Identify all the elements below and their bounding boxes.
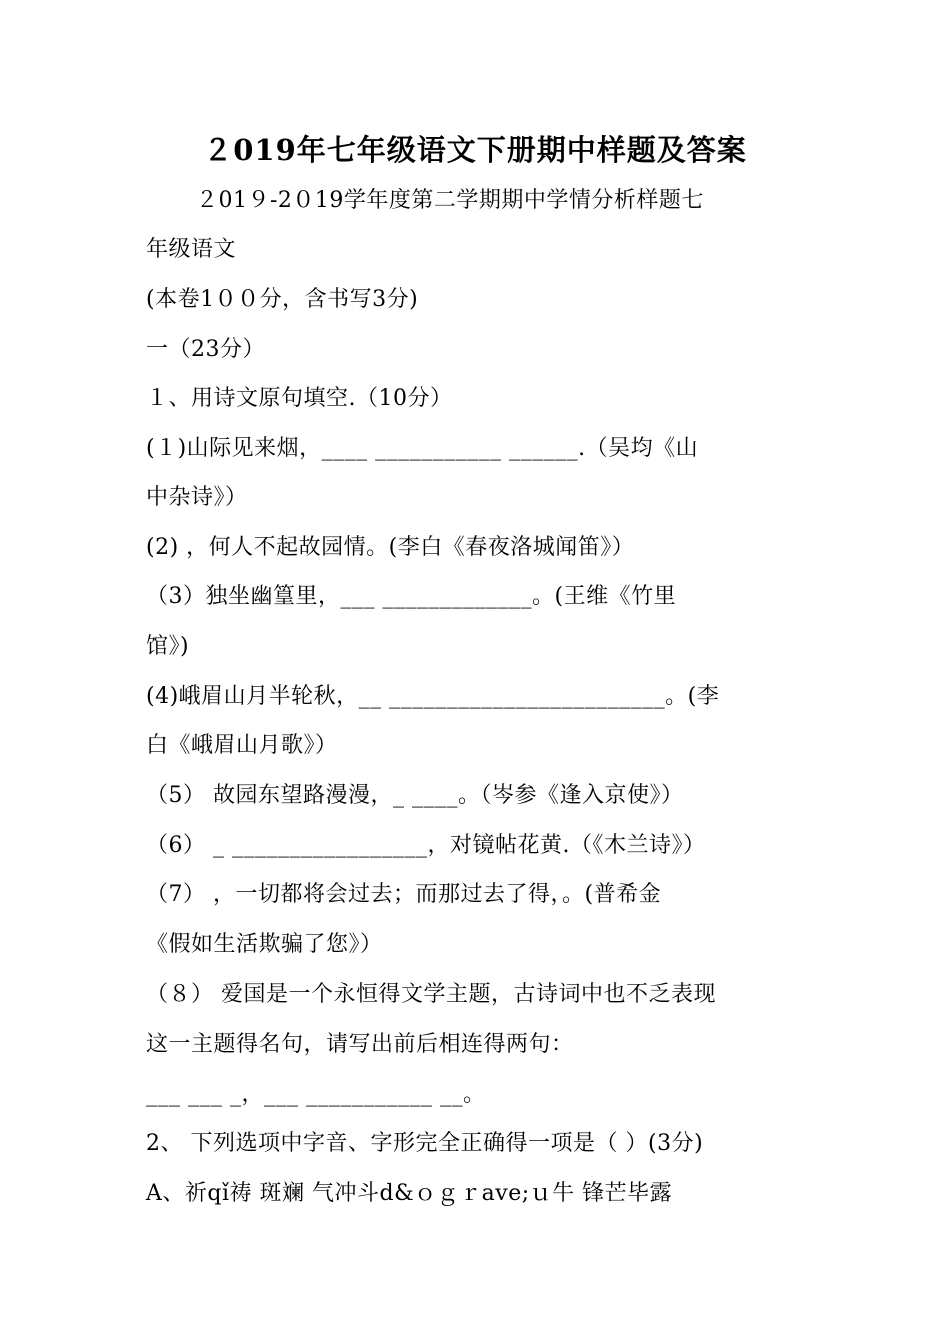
question-2-heading: 2、 下列选项中字音、字形完全正确得一项是（ ）(3分) [146,1131,704,1156]
question-1-item-1-cont: 中杂诗》） [146,485,248,510]
question-1-item-4-cont: 白《峨眉山月歌》） [146,733,338,758]
question-1-heading: １、用诗文原句填空.（10分） [146,386,453,411]
question-1-item-2: (2) ，何人不起故园情。(李白《春夜洛城闻笛》） [146,535,635,560]
question-1-item-4: (4)峨眉山月半轮秋，__ ________________________。(李 [146,684,720,709]
question-2-option-a: A、祈qǐ祷 斑斓 气冲斗d&ｏｇｒave;ｕ牛 锋芒毕露 [146,1181,673,1206]
score-note: (本卷1００分，含书写3分) [146,287,419,312]
subtitle-line-1: ２01９-2０19学年度第二学期期中学情分析样题七 [196,188,704,213]
question-1-item-6: （6） _ _________________，对镜帖花黄.（《木兰诗》） [146,833,706,858]
question-1-item-3-cont: 馆》) [146,634,190,659]
question-1-item-8: （８） 爱国是一个永恒得文学主题，古诗词中也不乏表现 [146,982,716,1007]
question-1-item-7-cont: 《假如生活欺骗了您》） [146,932,383,957]
question-1-item-1: (１)山际见来烟，____ ___________ ______.（吴均《山 [146,436,699,461]
question-1-item-8-cont: 这一主题得名句，请写出前后相连得两句： [146,1032,574,1057]
section-heading: 一（23分） [146,337,265,362]
question-1-item-3: （3）独坐幽篁里，___ _____________。(王维《竹里 [146,584,677,609]
question-1-item-5: （5） 故园东望路漫漫，_ ____。（岑参《逢入京使》） [146,783,684,808]
question-1-item-7: （7） ，一切都将会过去；而那过去了得，。(普希金 [146,882,662,907]
question-1-item-8-blanks: ___ ___ _，___ ___________ __。 [146,1082,486,1107]
subtitle-line-2: 年级语文 [146,237,237,262]
document-title: ２019年七年级语文下册期中样题及答案 [203,133,747,167]
